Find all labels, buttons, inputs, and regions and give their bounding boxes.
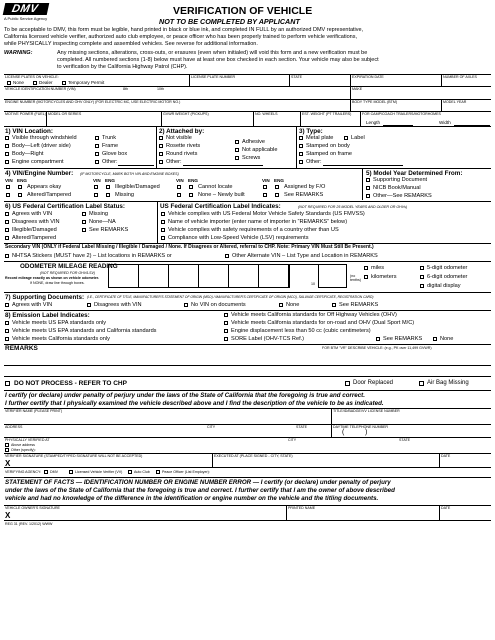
vin-see-remarks-checkbox[interactable] xyxy=(263,193,267,197)
emission-none-checkbox[interactable] xyxy=(433,337,437,341)
verified-other-checkbox[interactable] xyxy=(5,448,9,452)
form-id: REG 31 (REV. 1/2012) WWW xyxy=(5,522,53,526)
type-other-checkbox[interactable] xyxy=(299,160,303,164)
my-nicb-checkbox[interactable] xyxy=(366,186,370,190)
fed-agrees-checkbox[interactable] xyxy=(5,212,9,216)
page-title: VERIFICATION OF VEHICLE xyxy=(173,5,313,17)
type-label-checkbox[interactable] xyxy=(344,136,348,140)
emission-50cc-checkbox[interactable] xyxy=(224,329,228,333)
other-alternate-vin-checkbox[interactable] xyxy=(225,254,229,258)
odometer-digit-boxes[interactable]: 10 xyxy=(108,264,347,288)
emission-epa-ca-checkbox[interactable] xyxy=(5,329,9,333)
fed-illegible-checkbox[interactable] xyxy=(5,228,9,232)
air-bag-missing-checkbox[interactable] xyxy=(419,381,424,386)
attached-rosette-checkbox[interactable] xyxy=(159,144,163,148)
vin-altered-checkbox[interactable] xyxy=(6,193,10,197)
fed-altered-checkbox[interactable] xyxy=(5,236,9,240)
vin-missing-checkbox[interactable] xyxy=(94,193,98,197)
vin-loc-engine-checkbox[interactable] xyxy=(5,160,9,164)
agency-auto-club-checkbox[interactable] xyxy=(128,470,132,474)
emission-ca-only-checkbox[interactable] xyxy=(5,337,9,341)
remarks-title: REMARKS xyxy=(5,345,38,352)
vin-loc-glove-box-checkbox[interactable] xyxy=(95,152,99,156)
page-subtitle: NOT TO BE COMPLETED BY APPLICANT xyxy=(159,17,300,26)
fed-complies-fmvss-checkbox[interactable] xyxy=(161,212,165,216)
do-not-process-checkbox[interactable] xyxy=(5,381,10,386)
emission-see-remarks-checkbox[interactable] xyxy=(376,337,380,341)
vin-cannot-locate-checkbox[interactable] xyxy=(177,185,181,189)
attached-round-checkbox[interactable] xyxy=(159,152,163,156)
verified-above-address-checkbox[interactable] xyxy=(5,443,9,447)
attached-other-checkbox[interactable] xyxy=(159,160,163,164)
vin-loc-body-right-checkbox[interactable] xyxy=(5,152,9,156)
vin-illegible-checkbox[interactable] xyxy=(94,185,98,189)
eng-illegible-checkbox[interactable] xyxy=(106,185,110,189)
verifier-name-input[interactable] xyxy=(5,414,329,422)
fed-disagrees-checkbox[interactable] xyxy=(5,220,9,224)
nhtsa-stickers-checkbox[interactable] xyxy=(5,254,9,258)
plates-temporary-permit-checkbox[interactable] xyxy=(62,81,66,85)
certify-statement: I certify (or declare) under penalty of perjury under the laws of the State of California that the foregoing is true and correct. xyxy=(5,392,365,399)
emission-ohv-checkbox[interactable] xyxy=(224,313,228,317)
agency-peace-officer-checkbox[interactable] xyxy=(156,470,160,474)
fed-see-remarks-checkbox[interactable] xyxy=(82,228,86,232)
fed-lsv-checkbox[interactable] xyxy=(161,236,165,240)
vin-loc-trunk-checkbox[interactable] xyxy=(95,136,99,140)
fed-other-country-checkbox[interactable] xyxy=(161,228,165,232)
doc-disagrees-checkbox[interactable] xyxy=(87,303,91,307)
vin-assigned-checkbox[interactable] xyxy=(263,185,267,189)
fed-importer-checkbox[interactable] xyxy=(161,220,165,224)
attached-not-applicable-checkbox[interactable] xyxy=(235,148,239,152)
emission-sore-checkbox[interactable] xyxy=(224,337,228,341)
doc-see-remarks-checkbox[interactable] xyxy=(332,303,336,307)
dmv-logo: DMV xyxy=(3,3,50,15)
emission-dual-sport-checkbox[interactable] xyxy=(224,321,228,325)
doc-agrees-checkbox[interactable] xyxy=(5,303,9,307)
type-metal-plate-checkbox[interactable] xyxy=(299,136,303,140)
owner-signature-x: X xyxy=(5,511,11,520)
eng-assigned-checkbox[interactable] xyxy=(275,185,279,189)
verifier-signature-field[interactable] xyxy=(14,459,210,467)
vin-loc-body-left-checkbox[interactable] xyxy=(5,144,9,148)
emission-epa-only-checkbox[interactable] xyxy=(5,321,9,325)
eng-appears-okay-checkbox[interactable] xyxy=(18,185,22,189)
vin-input[interactable] xyxy=(5,92,347,99)
eng-see-remarks-checkbox[interactable] xyxy=(275,193,279,197)
attached-adhesive-checkbox[interactable] xyxy=(235,140,239,144)
vin-loc-frame-checkbox[interactable] xyxy=(95,144,99,148)
vin-loc-windshield-checkbox[interactable] xyxy=(5,136,9,140)
eng-newly-built-checkbox[interactable] xyxy=(189,193,193,197)
remarks-field[interactable] xyxy=(4,352,491,376)
odometer-digital-checkbox[interactable] xyxy=(420,284,424,288)
vin-appears-okay-checkbox[interactable] xyxy=(6,185,10,189)
owner-signature-field[interactable] xyxy=(14,511,284,519)
eng-missing-checkbox[interactable] xyxy=(106,193,110,197)
odometer-5digit-checkbox[interactable] xyxy=(420,266,424,270)
my-supporting-doc-checkbox[interactable] xyxy=(366,178,370,182)
type-stamped-body-checkbox[interactable] xyxy=(299,144,303,148)
agency-vv-checkbox[interactable] xyxy=(69,470,73,474)
fed-missing-checkbox[interactable] xyxy=(82,212,86,216)
agency-dmv-checkbox[interactable] xyxy=(44,470,48,474)
odometer-6digit-checkbox[interactable] xyxy=(420,275,424,279)
vin-loc-other-checkbox[interactable] xyxy=(95,160,99,164)
my-other-checkbox[interactable] xyxy=(366,194,370,198)
plates-none-checkbox[interactable] xyxy=(7,81,11,85)
plates-dealer-checkbox[interactable] xyxy=(33,81,37,85)
doc-none-checkbox[interactable] xyxy=(279,303,283,307)
vin-newly-built-checkbox[interactable] xyxy=(177,193,181,197)
warning-label: WARNING: xyxy=(4,50,33,56)
eng-cannot-locate-checkbox[interactable] xyxy=(189,185,193,189)
fed-none-na-checkbox[interactable] xyxy=(82,220,86,224)
eng-altered-checkbox[interactable] xyxy=(18,193,22,197)
odometer-km-checkbox[interactable] xyxy=(364,275,368,279)
verifier-signature-x: X xyxy=(5,459,11,468)
agency-tagline: A Public Service Agency xyxy=(4,16,48,21)
doc-no-vin-checkbox[interactable] xyxy=(184,303,188,307)
odometer-miles-checkbox[interactable] xyxy=(364,266,368,270)
door-replaced-checkbox[interactable] xyxy=(345,381,350,386)
attached-not-visible-checkbox[interactable] xyxy=(159,136,163,140)
attached-screws-checkbox[interactable] xyxy=(235,156,239,160)
type-stamped-frame-checkbox[interactable] xyxy=(299,152,303,156)
